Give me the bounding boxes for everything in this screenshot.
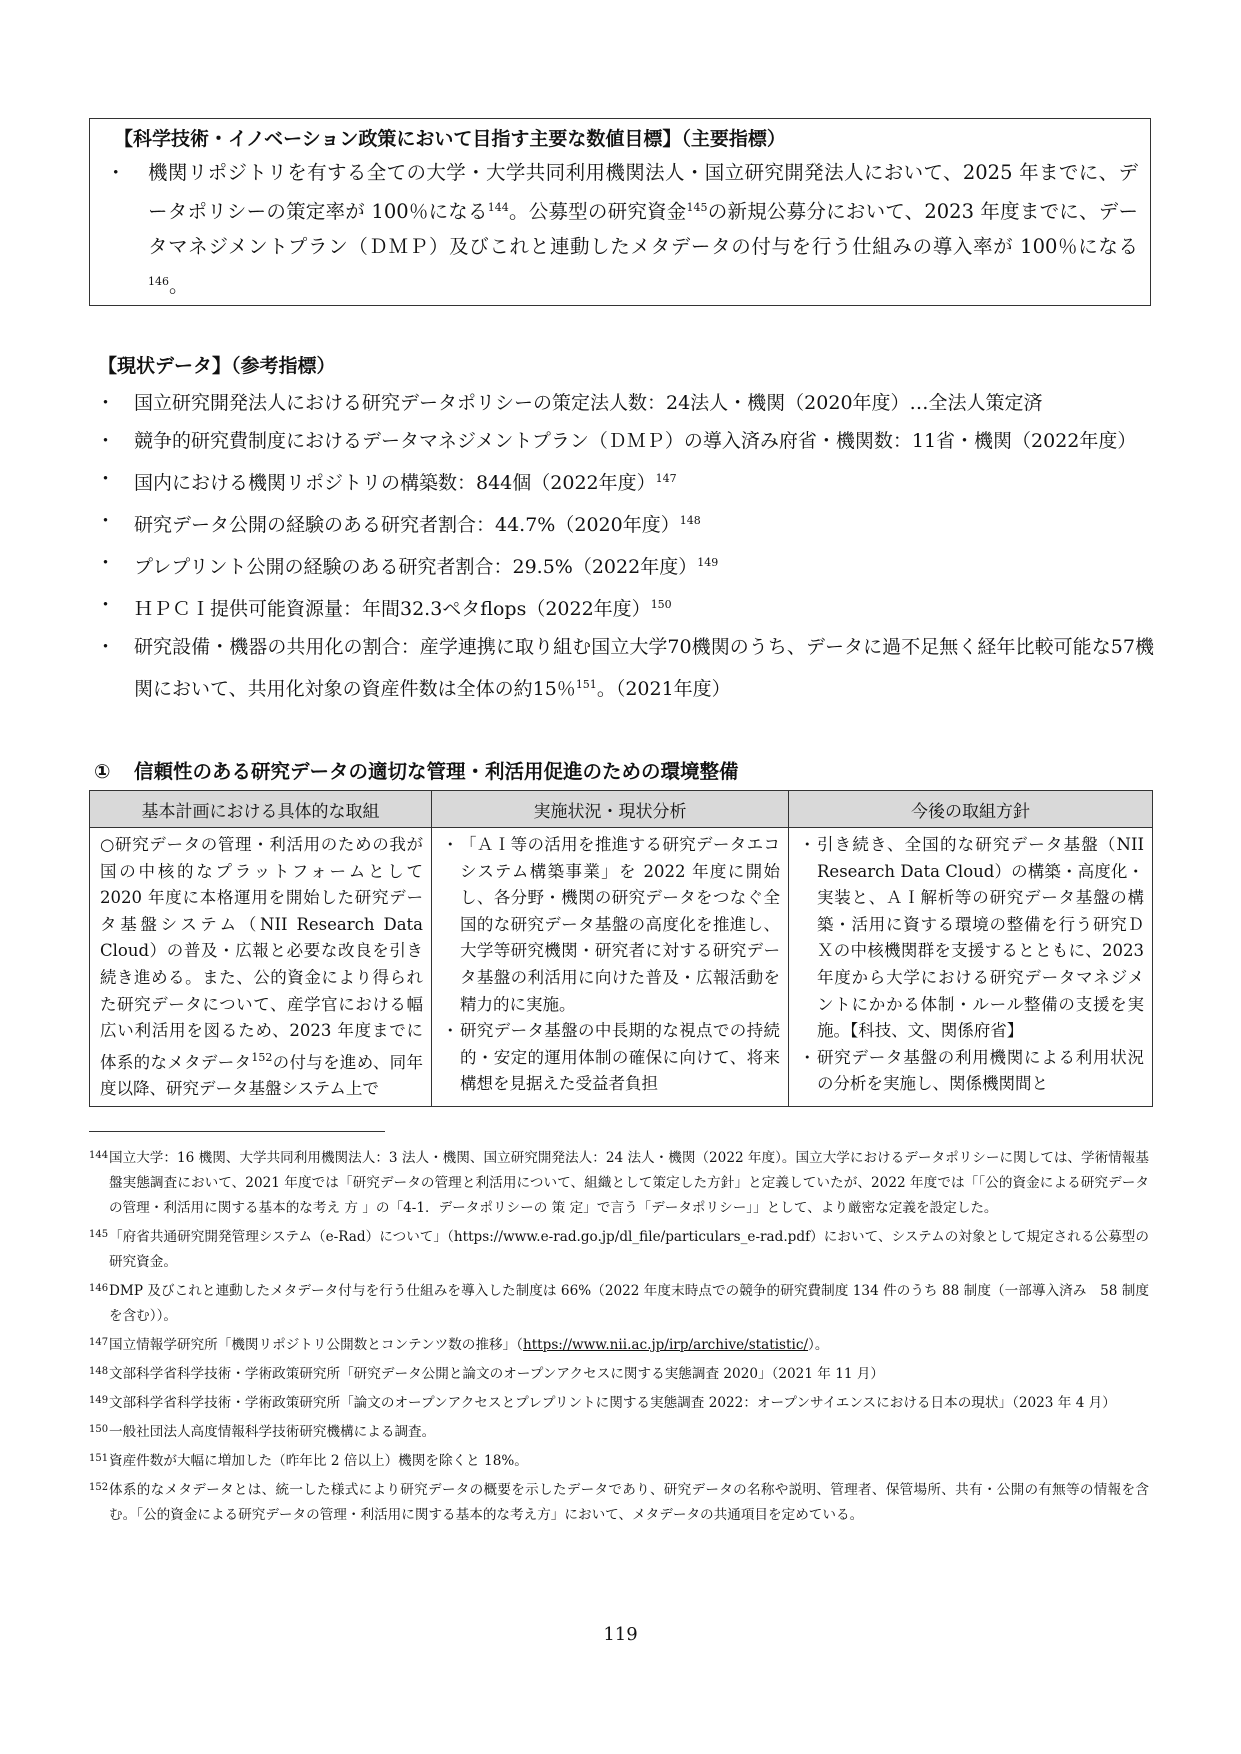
footnote-text: 国立大学：16 機関、大学共同利用機関法人：3 法人・機関、国立研究開発法人：24 法人・機関（2022 年度）。国立大学におけるデータポリシーに関しては、学術情報基盤実態調査において、2021 年度では「研究データの管理と利活用について、組織として策定した方針」と定義していたが、2022 年度では「「公的資金による研究データの管理・利活用に関する基本的な考え 方 」の「4-1．データポリシーの 策 定」で言う「データポリシー」」として、より厳密な定義を設定した。 [109, 1150, 1149, 1216]
bullet-mark: ・ [442, 835, 459, 854]
footnote-number: 147 [89, 1337, 109, 1348]
cell-text: 引き続き、全国的な研究データ基盤（NII Research Data Cloud）の構築・高度化・実装と、ＡＩ解析等の研究データ基盤の構築・活用に資する環境の整備を行う研究ＤＸの中核機関群を支援するとともに、2023 年度から大学における研究データマネジメントにかかる体制・ルール整備の支援を実施。【科技、文、関係府省】 [817, 835, 1144, 1041]
cell-text: の付与を進め、同年度以降、研究データ基盤システム上で [100, 1052, 423, 1099]
bullet-mark: ・ [96, 392, 116, 414]
footnote-number: 145 [89, 1229, 109, 1240]
cell-text: 「ＡＩ等の活用を推進する研究データエコシステム構築事業」を 2022 年度に開始し、各分野・機関の研究データをつなぐ全国的な研究データ基盤の高度化を推進し、大学等研究機関・研究者に対する研究データ基盤の利活用に向けた普及・広報活動を精力的に実施。 [460, 835, 780, 1014]
status-item [96, 384, 1154, 422]
bullet-mark: ・ [106, 161, 126, 184]
numeric-target-box [89, 118, 1151, 306]
footnote-number: 150 [89, 1424, 109, 1435]
target-text: の新規公募分において、2023 年度までに、データマネジメントプラン（ＤＭＰ）及びこれと連動したメタデータの付与を行う仕組みの導入率が 100％になる [148, 200, 1138, 258]
table-cell-status [432, 828, 789, 1107]
footnote-divider [89, 1131, 385, 1132]
footnote-ref[interactable]: 145 [686, 201, 708, 214]
table-row [90, 828, 1153, 1107]
target-text: 。 [169, 274, 189, 297]
footnote [89, 1279, 1149, 1329]
bullet-mark: ・ [96, 636, 116, 658]
target-text: 。公募型の研究資金 [508, 200, 687, 223]
footnote-number: 148 [89, 1366, 109, 1377]
footnote-ref[interactable]: 147 [655, 472, 677, 485]
status-list [96, 384, 1154, 708]
status-item-text: プレプリント公開の経験のある研究者割合：29.5%（2022年度） [134, 556, 698, 578]
cell-lead-mark: ○ [100, 835, 116, 854]
status-item [96, 502, 1154, 544]
table-cell-policy [789, 828, 1153, 1107]
cell-paragraph [442, 832, 780, 1018]
footnote-link[interactable]: https://www.nii.ac.jp/irp/archive/statistic/ [522, 1337, 809, 1353]
status-item-text: 国立研究開発法人における研究データポリシーの策定法人数：24法人・機関（2020年度）…全法人策定済 [134, 392, 1043, 414]
status-item [96, 460, 1154, 502]
cell-paragraph [799, 832, 1144, 1045]
target-item [106, 155, 1138, 303]
status-item [96, 422, 1154, 460]
footnote [89, 1362, 1149, 1387]
status-item-suffix: 。（2021年度） [596, 678, 731, 700]
status-item-text: 研究データ公開の経験のある研究者割合：44.7%（2020年度） [134, 514, 680, 536]
footnote [89, 1420, 1149, 1445]
bullet-mark: ・ [96, 594, 116, 616]
footnote-text: DMP 及びこれと連動したメタデータ付与を行う仕組みを導入した制度は 66%（2022 年度末時点での競争的研究費制度 134 件のうち 88 制度（一部導入済み 58 制度を含む））。 [109, 1283, 1149, 1324]
footnote-ref[interactable]: 150 [650, 598, 672, 611]
footnote [89, 1391, 1149, 1416]
target-heading: 【科学技術・イノベーション政策において目指す主要な数値目標】（主要指標） [114, 128, 786, 150]
status-item [96, 628, 1154, 708]
footnote-ref[interactable]: 152 [251, 1050, 273, 1064]
footnote-text: 文部科学省科学技術・学術政策研究所「研究データ公開と論文のオープンアクセスに関する実態調査 2020」（2021 年 11 月） [109, 1366, 885, 1382]
status-item-text: ＨＰＣＩ提供可能資源量：年間32.3ペタflops（2022年度） [134, 598, 651, 620]
footnote-text: 文部科学省科学技術・学術政策研究所「論文のオープンアクセスとプレプリントに関する実態調査 2022：オープンサイエンスにおける日本の現状」（2023 年 4 月） [109, 1395, 1116, 1411]
footnote-text: 体系的なメタデータとは、統一した様式により研究データの概要を示したデータであり、研究データの名称や説明、管理者、保管場所、共有・公開の有無等の情報を含む。「公的資金による研究データの管理・利活用に関する基本的な考え方」において、メタデータの共通項目を定めている。 [109, 1482, 1149, 1523]
status-item-text: 研究設備・機器の共用化の割合：産学連携に取り組む国立大学70機関のうち、データに過不足無く経年比較可能な57機関において、共用化対象の資産件数は全体の約15％ [134, 636, 1154, 700]
table-header-row [90, 791, 1153, 828]
footnote-text: 「府省共通研究開発管理システム（e-Rad）について」（https://www.e-rad.go.jp/dl_file/particulars_e-rad.pdf）において、システムの対象として規定される公募型の研究資金。 [109, 1229, 1149, 1270]
footnote [89, 1225, 1149, 1275]
footnote-ref[interactable]: 149 [697, 556, 719, 569]
footnote [89, 1478, 1149, 1528]
bullet-mark: ・ [442, 1021, 459, 1041]
footnote-number: 146 [89, 1283, 109, 1294]
status-item-text: 国内における機関リポジトリの構築数：844個（2022年度） [134, 472, 656, 494]
footnote-ref[interactable]: 146 [148, 275, 169, 288]
status-heading: 【現状データ】（参考指標） [98, 355, 336, 377]
bullet-mark: ・ [799, 835, 816, 854]
target-text: 機関リポジトリを有する全ての大学・大学共同利用機関法人・国立研究開発法人において、2025 年までに、データポリシーの策定率が 100％になる [148, 161, 1138, 223]
bullet-mark: ・ [799, 1047, 816, 1067]
table-header-cell: 今後の取組方針 [789, 791, 1153, 828]
table-header-cell: 基本計画における具体的な取組 [90, 791, 432, 828]
bullet-mark: ・ [96, 510, 116, 532]
footnote-ref[interactable]: 148 [679, 514, 701, 527]
page-number: 119 [603, 1624, 638, 1645]
section-number: ① [94, 760, 111, 783]
measures-table [89, 790, 1153, 1107]
cell-paragraph [442, 1018, 780, 1098]
footnote-text: 国立情報学研究所「機関リポジトリ公開数とコンテンツ数の推移」（ [109, 1337, 523, 1353]
footnotes [89, 1146, 1149, 1532]
cell-paragraph [799, 1045, 1144, 1098]
section-title: 信頼性のある研究データの適切な管理・利活用促進のための環境整備 [134, 760, 739, 783]
footnote [89, 1449, 1149, 1474]
status-item [96, 586, 1154, 628]
footnote [89, 1333, 1149, 1358]
table-cell-plan [90, 828, 432, 1107]
cell-text: 研究データの管理・利活用のための我が国の中核的なプラットフォームとして 2020 年度に本格運用を開始した研究データ基盤システム（NII Research Data Cloud）の普及・広報と必要な改良を引き続き進める。また、公的資金により得られた研究データについて、産学官における幅広い利活用を図るため、2023 年度までに体系的なメタデータ [100, 835, 423, 1072]
table-header-cell: 実施状況・現状分析 [432, 791, 789, 828]
bullet-mark: ・ [96, 552, 116, 574]
status-item-text: 競争的研究費制度におけるデータマネジメントプラン（ＤＭＰ）の導入済み府省・機関数：11省・機関（2022年度） [134, 430, 1137, 452]
cell-text: 研究データ基盤の利用機関による利用状況の分析を実施し、関係機関間と [817, 1047, 1144, 1094]
status-item [96, 544, 1154, 586]
footnote [89, 1146, 1149, 1221]
footnote-number: 144 [89, 1150, 109, 1161]
footnote-number: 151 [89, 1453, 109, 1464]
footnote-ref[interactable]: 144 [487, 201, 509, 214]
footnote-text: 資産件数が大幅に増加した（昨年比 2 倍以上）機関を除くと 18%。 [109, 1453, 528, 1469]
bullet-mark: ・ [96, 430, 116, 452]
footnote-number: 149 [89, 1395, 109, 1406]
footnote-ref[interactable]: 151 [575, 678, 597, 691]
footnote-number: 152 [89, 1482, 109, 1493]
section-heading [94, 758, 739, 786]
bullet-mark: ・ [96, 468, 116, 490]
footnote-text: ）。 [808, 1337, 829, 1353]
footnote-text: 一般社団法人高度情報科学技術研究機構による調査。 [109, 1424, 436, 1440]
cell-text: 研究データ基盤の中長期的な視点での持続的・安定的運用体制の確保に向けて、将来構想を見据えた受益者負担 [460, 1021, 780, 1094]
